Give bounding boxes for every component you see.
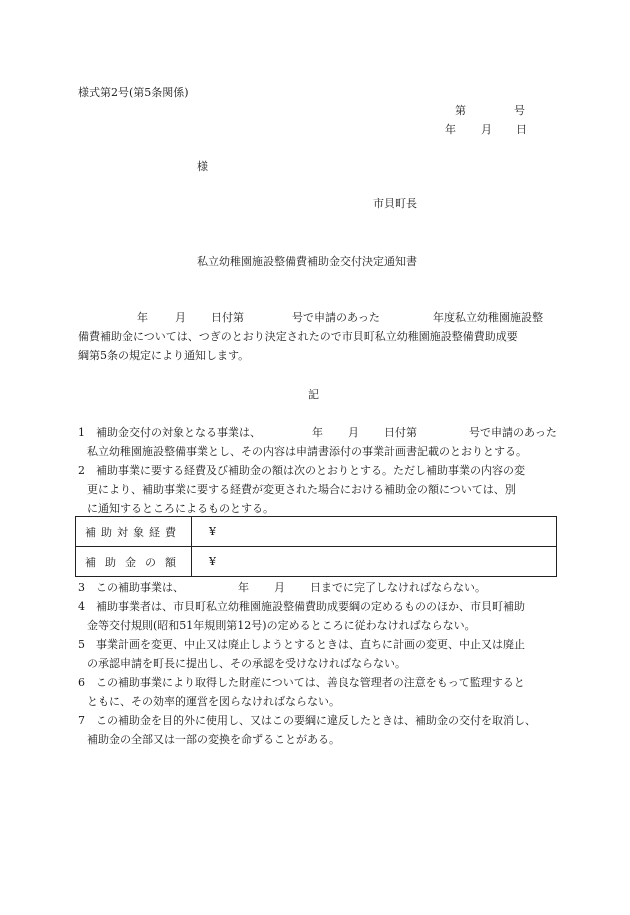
item-text: この補助金を目的外に使用し、又はこの要綱に違反したときは、補助金の交付を取消し、	[96, 714, 536, 727]
item-applied: 号で申請のあった	[469, 426, 557, 439]
item-text: 補助事業者は、市貝町私立幼稚園施設整備費助成要綱の定めるもののほか、市貝町補助	[96, 600, 525, 613]
item-text: 補助事業に要する経費及び補助金の額は次のとおりとする。ただし補助事業の内容の変	[96, 464, 525, 477]
table-row	[76, 517, 557, 547]
item-text: ともに、その効率的運営を図らなければならない。	[87, 695, 340, 708]
item-text: 補助金交付の対象となる事業は、	[96, 426, 261, 439]
item-text: 金等交付規則(昭和51年規則第12号)の定めるところに従わなければならない。	[87, 619, 476, 632]
amount-table	[75, 516, 557, 577]
intro-month: 月	[175, 311, 186, 324]
item-number: 6	[78, 676, 85, 689]
table-value: ¥	[192, 517, 557, 547]
item-number: 3	[78, 581, 85, 594]
item-number: 4	[78, 600, 85, 613]
doc-number-suffix: 号	[514, 104, 525, 117]
intro-fiscal: 年度私立幼稚園施設整	[433, 311, 543, 324]
item-year: 年	[238, 581, 249, 594]
table-label: 補助金の額	[76, 547, 192, 577]
item-text: この補助事業により取得した財産については、善良な管理者の注意をもって監理すると	[96, 676, 525, 689]
item-text: 事業計画を変更、中止又は廃止しようとするときは、直ちに計画の変更、中止又は廃止	[96, 638, 525, 651]
item-text: 私立幼稚園施設整備事業とし、その内容は申請書添付の事業計画書記載のとおりとする。	[87, 445, 527, 458]
date-year: 年	[445, 123, 456, 136]
table-value: ¥	[192, 547, 557, 577]
item-text: の承認申請を町長に提出し、その承認を受けなければならない。	[87, 657, 406, 670]
item-number: 7	[78, 714, 85, 727]
item-year: 年	[312, 426, 323, 439]
addressee-suffix: 様	[197, 160, 208, 173]
item-number: 5	[78, 638, 85, 651]
item-text: この補助事業は、	[96, 581, 184, 594]
intro-line-2: 備費補助金については、つぎのとおり決定されたので市貝町私立幼稚園施設整備費助成要	[78, 330, 518, 343]
item-month: 月	[348, 426, 359, 439]
form-number: 様式第2号(第5条関係)	[78, 86, 189, 99]
doc-number-prefix: 第	[455, 104, 466, 117]
item-text: 補助金の全部又は一部の変換を命ずることがある。	[87, 733, 340, 746]
ki-heading: 記	[308, 388, 319, 401]
table-row	[76, 547, 557, 577]
intro-year: 年	[137, 311, 148, 324]
date-day: 日	[516, 123, 527, 136]
item-month: 月	[274, 581, 285, 594]
item-text: に通知するところによるものとする。	[87, 502, 274, 515]
intro-dated-no: 日付第	[211, 311, 244, 324]
item-text: 日までに完了しなければならない。	[310, 581, 486, 594]
table-label: 補助対象経費	[76, 517, 192, 547]
date-month: 月	[481, 123, 492, 136]
sender: 市貝町長	[373, 197, 417, 210]
item-text: 更により、補助事業に要する経費が変更された場合における補助金の額については、別	[87, 483, 516, 496]
document-title: 私立幼稚園施設整備費補助金交付決定通知書	[197, 255, 417, 268]
intro-line-3: 綱第5条の規定により通知します。	[78, 349, 250, 362]
item-number: 1	[78, 426, 85, 439]
item-dated-no: 日付第	[384, 426, 417, 439]
item-number: 2	[78, 464, 85, 477]
intro-applied: 号で申請のあった	[292, 311, 380, 324]
